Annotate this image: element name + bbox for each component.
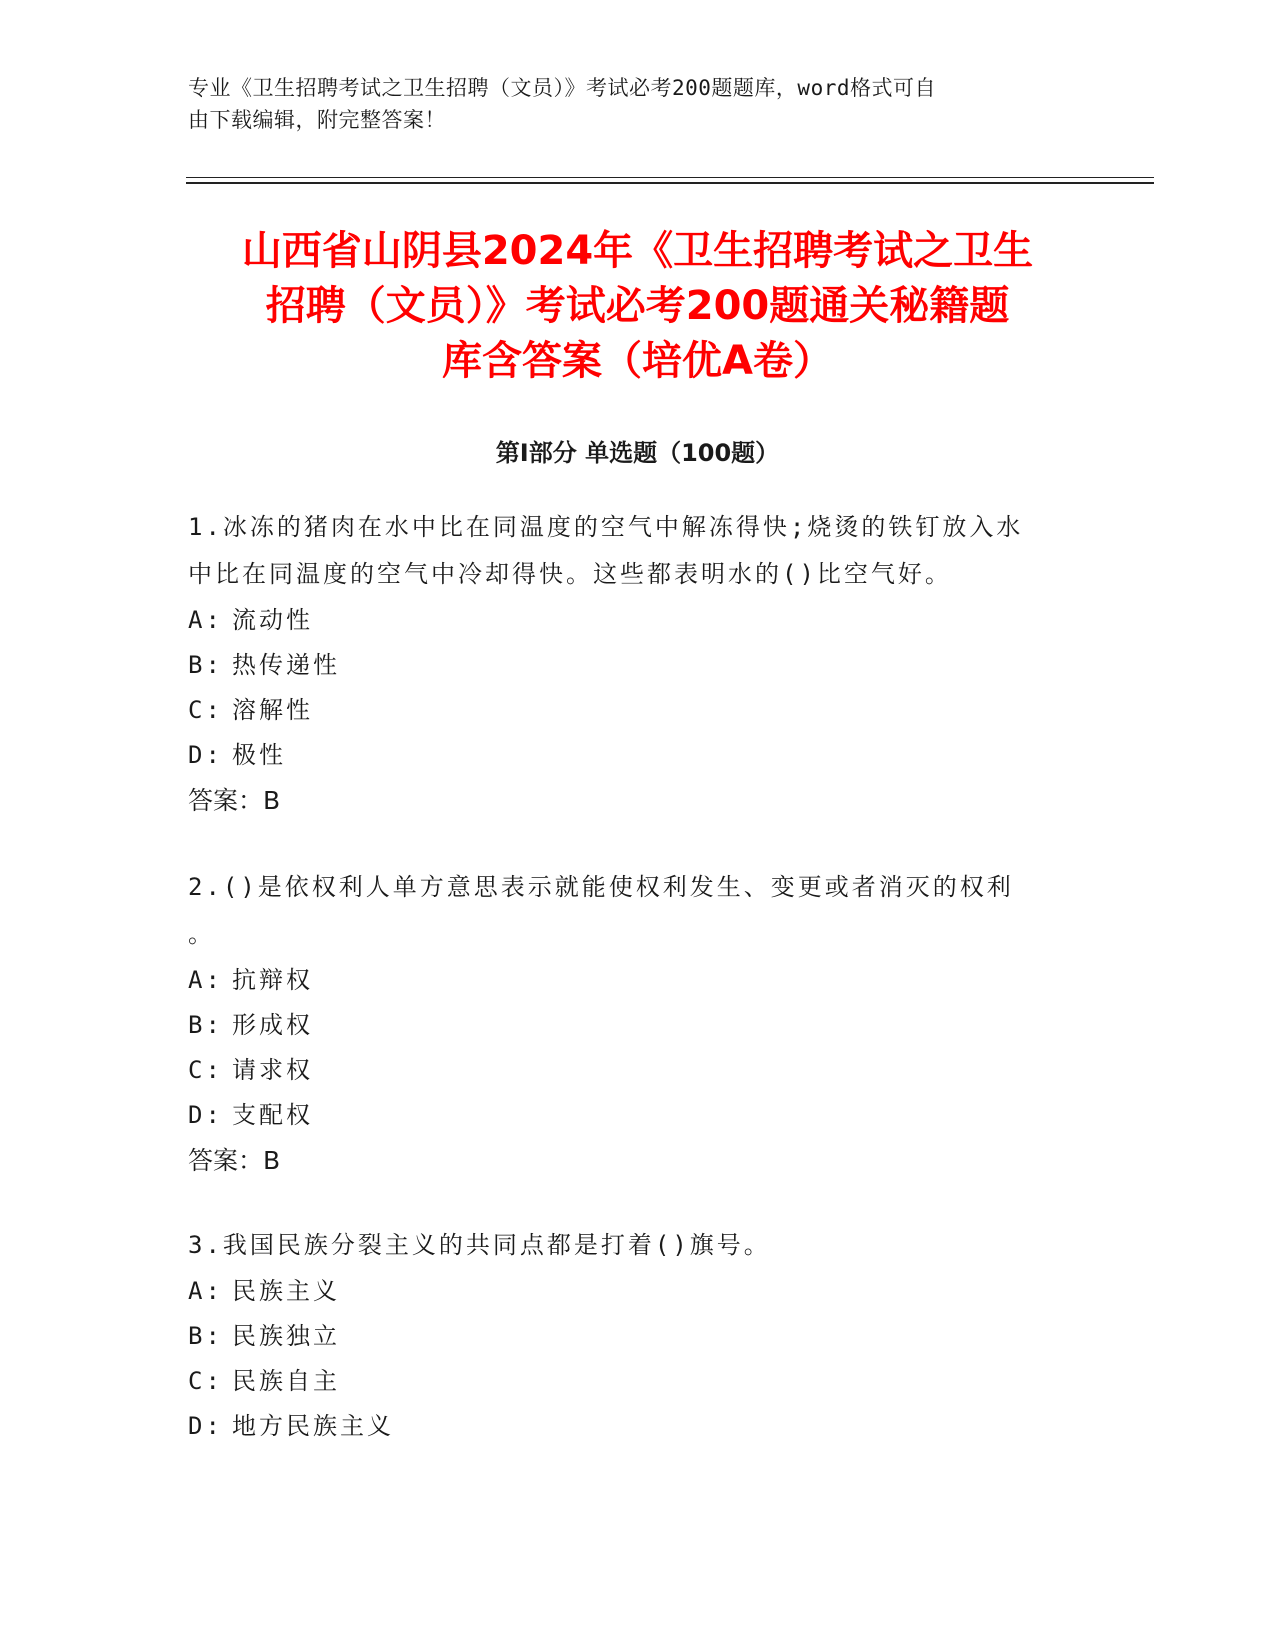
header-line-1: 专业《卫生招聘考试之卫生招聘（文员）》考试必考200题题库，word格式可自 <box>188 76 936 100</box>
answer-label: 答案：B <box>188 786 281 815</box>
answer-label: 答案：B <box>188 1146 281 1175</box>
question-3 <box>188 1222 1068 1449</box>
option-key: B: <box>188 1322 223 1350</box>
option-text: 抗辩权 <box>232 966 313 994</box>
question-stem-line: 。 <box>188 920 215 948</box>
option-b <box>188 643 1068 688</box>
option-c <box>188 688 1068 733</box>
option-a <box>188 958 1068 1003</box>
title-line-1: 山西省山阴县2024年《卫生招聘考试之卫生 <box>241 228 1034 274</box>
option-key: A: <box>188 966 223 994</box>
option-key: B: <box>188 1011 223 1039</box>
option-key: C: <box>188 696 223 724</box>
question-2 <box>188 864 1068 1183</box>
option-c <box>188 1359 1068 1404</box>
option-a <box>188 1269 1068 1314</box>
header-divider-thick <box>186 182 1154 184</box>
question-stem-line: 1.冰冻的猪肉在水中比在同温度的空气中解冻得快;烧烫的铁钉放入水 <box>188 513 1024 541</box>
option-c <box>188 1048 1068 1093</box>
option-d <box>188 733 1068 778</box>
option-b <box>188 1314 1068 1359</box>
option-key: A: <box>188 1277 223 1305</box>
option-key: C: <box>188 1367 223 1395</box>
header-divider-thin <box>186 177 1154 178</box>
option-b <box>188 1003 1068 1048</box>
option-text: 溶解性 <box>232 696 313 724</box>
header-line-2: 由下载编辑，附完整答案！ <box>188 108 446 132</box>
title-line-2: 招聘（文员）》考试必考200题通关秘籍题 <box>265 283 1010 329</box>
option-d <box>188 1093 1068 1138</box>
option-key: D: <box>188 1101 223 1129</box>
option-text: 流动性 <box>232 606 313 634</box>
option-text: 请求权 <box>232 1056 313 1084</box>
option-text: 形成权 <box>232 1011 313 1039</box>
section-heading: 第I部分 单选题（100题） <box>495 439 780 467</box>
option-text: 支配权 <box>232 1101 313 1129</box>
title-line-3: 库含答案（培优A卷） <box>442 338 833 384</box>
option-text: 民族独立 <box>232 1322 340 1350</box>
option-text: 民族自主 <box>232 1367 340 1395</box>
option-text: 地方民族主义 <box>232 1412 394 1440</box>
option-text: 极性 <box>232 741 286 769</box>
document-title <box>186 224 1089 389</box>
option-key: A: <box>188 606 223 634</box>
option-text: 民族主义 <box>232 1277 340 1305</box>
option-d <box>188 1404 1068 1449</box>
question-stem-line: 2.()是依权利人单方意思表示就能使权利发生、变更或者消灭的权利 <box>188 873 1014 901</box>
option-key: C: <box>188 1056 223 1084</box>
document-header-note <box>188 72 1068 136</box>
question-1 <box>188 504 1068 823</box>
option-key: D: <box>188 1412 223 1440</box>
option-a <box>188 598 1068 643</box>
question-stem-line: 中比在同温度的空气中冷却得快。这些都表明水的()比空气好。 <box>188 560 952 588</box>
option-text: 热传递性 <box>232 651 340 679</box>
option-key: D: <box>188 741 223 769</box>
question-stem-line: 3.我国民族分裂主义的共同点都是打着()旗号。 <box>188 1231 771 1259</box>
option-key: B: <box>188 651 223 679</box>
